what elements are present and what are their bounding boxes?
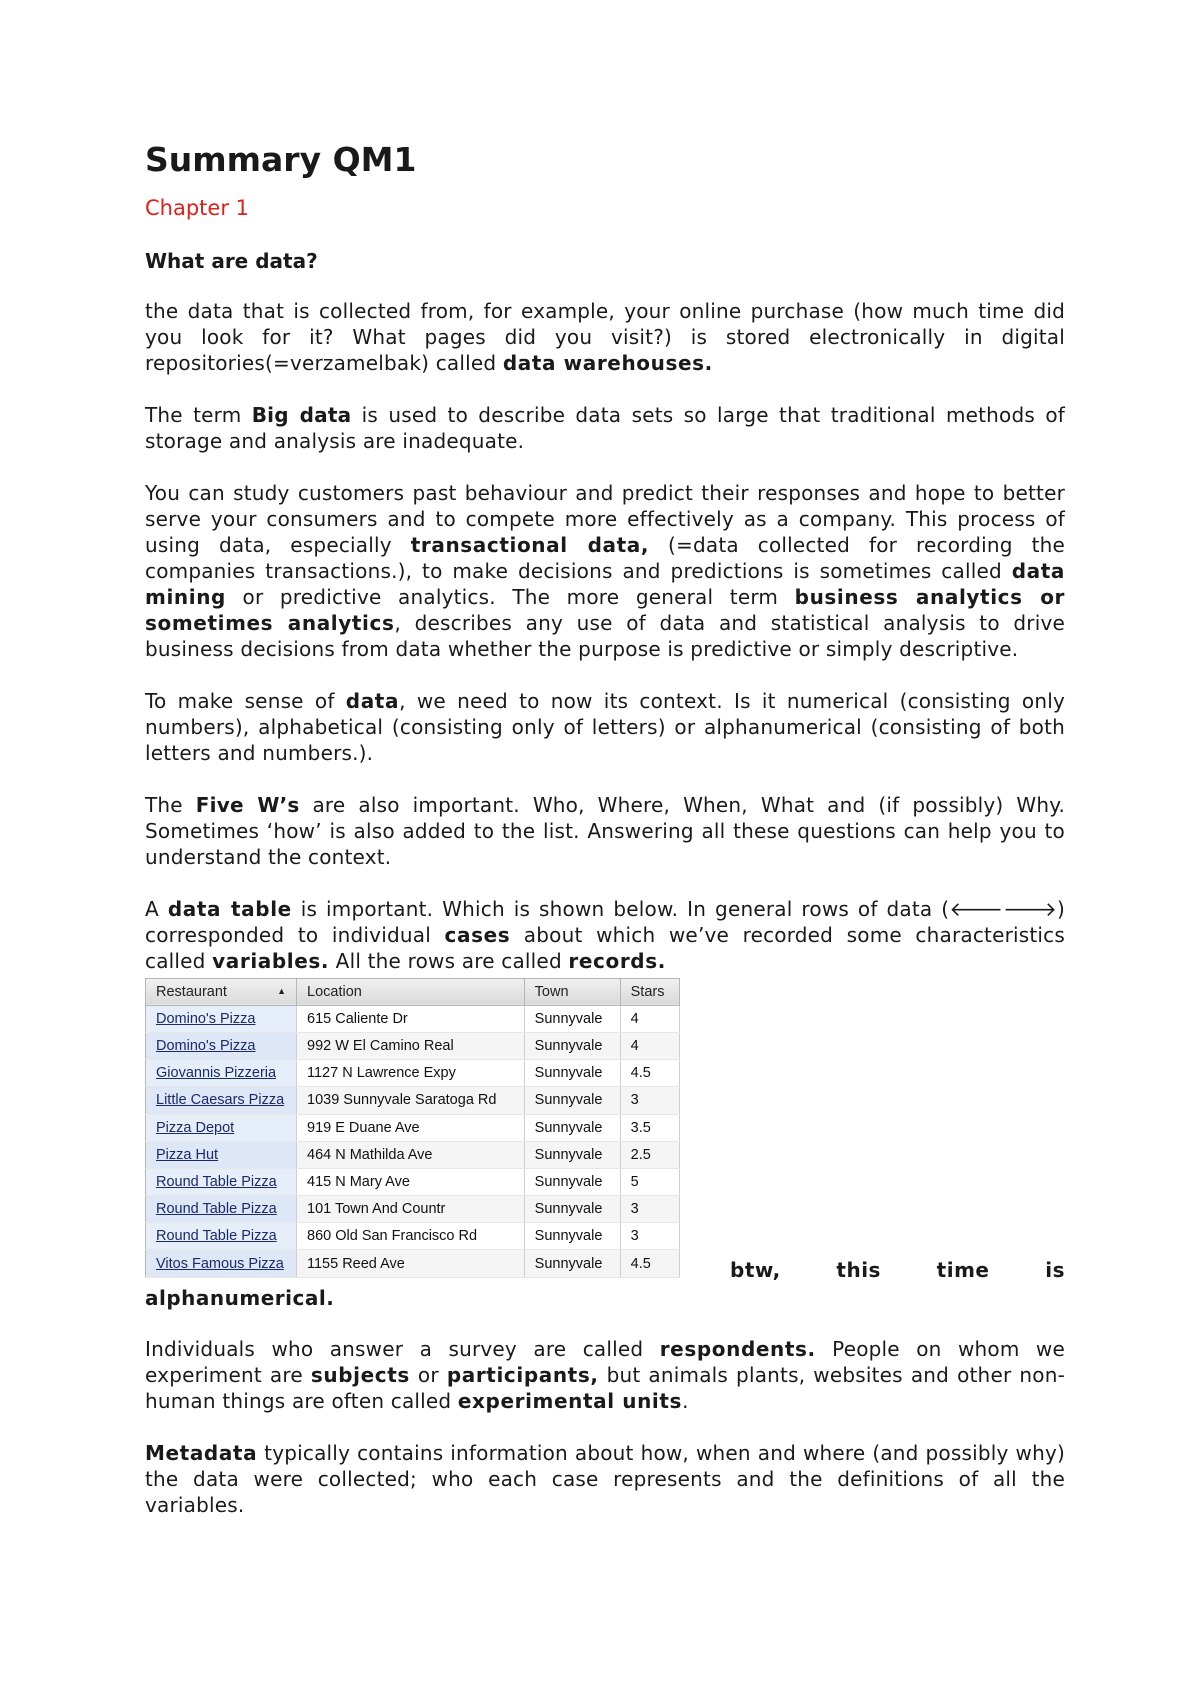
btw-continuation: alphanumerical.	[145, 1285, 335, 1310]
table-row	[146, 1005, 680, 1032]
cell-town: Sunnyvale	[524, 1141, 620, 1168]
cell-stars: 3	[620, 1196, 679, 1223]
cell-stars: 3.5	[620, 1114, 679, 1141]
table-row	[146, 1114, 680, 1141]
btw-line: btw, this time is	[730, 1257, 1065, 1282]
cell-stars: 3	[620, 1087, 679, 1114]
cell-stars: 4.5	[620, 1060, 679, 1087]
cell-location: 615 Caliente Dr	[297, 1005, 525, 1032]
term-metadata: Metadata	[145, 1440, 258, 1465]
section-heading: What are data?	[145, 248, 318, 273]
cell-location: 992 W El Camino Real	[297, 1032, 525, 1059]
document-content	[145, 140, 1065, 1544]
cell-location: 919 E Duane Ave	[297, 1114, 525, 1141]
paragraph-big-data: The term Big data is used to describe data sets so large that traditional methods of storage and analysis are inadequate.	[145, 402, 1065, 453]
cell-location: 464 N Mathilda Ave	[297, 1141, 525, 1168]
cell-restaurant[interactable]: Domino's Pizza	[146, 1032, 297, 1059]
chapter-heading: Chapter 1	[145, 195, 249, 220]
term-big-data: Big data	[251, 402, 352, 427]
cell-town: Sunnyvale	[524, 1087, 620, 1114]
paragraph-five-ws: The Five W’s are also important. Who, Where, When, What and (if possibly) Why. Sometimes ‘how’ is also added to the list. Answering all these questions can help you to understand the context.	[145, 792, 1066, 869]
cell-stars: 4	[620, 1005, 679, 1032]
table-row	[146, 1060, 680, 1087]
cell-stars: 2.5	[620, 1141, 679, 1168]
term-experimental-units: experimental units	[457, 1388, 683, 1413]
table-row	[146, 1141, 680, 1168]
term-transactional-data: transactional data,	[410, 532, 650, 557]
cell-town: Sunnyvale	[524, 1168, 620, 1195]
table-row	[146, 1223, 680, 1250]
cell-town: Sunnyvale	[524, 1060, 620, 1087]
column-header-restaurant[interactable]: Restaurant ▲	[146, 978, 297, 1005]
term-participants: participants,	[446, 1362, 599, 1387]
term-data-mining: data mining	[145, 558, 1065, 609]
cell-town: Sunnyvale	[524, 1223, 620, 1250]
cell-town: Sunnyvale	[524, 1114, 620, 1141]
term-subjects: subjects	[310, 1362, 410, 1387]
term-records: records.	[568, 948, 666, 973]
paragraph-data-table: A data table is important. Which is shown below. In general rows of data (🡐🡒) corresponded to individual cases about which we’ve recorded some characteristics called variables. All the rows are called records.	[145, 896, 1065, 973]
table-row	[146, 1168, 680, 1195]
table-row	[146, 1032, 680, 1059]
cell-stars: 4.5	[620, 1250, 679, 1277]
cell-town: Sunnyvale	[524, 1032, 620, 1059]
cell-location: 1039 Sunnyvale Saratoga Rd	[297, 1087, 525, 1114]
cell-town: Sunnyvale	[524, 1196, 620, 1223]
cell-restaurant[interactable]: Pizza Hut	[146, 1141, 297, 1168]
term-data: data	[345, 688, 400, 713]
page-title: Summary QM1	[145, 140, 417, 179]
cell-stars: 3	[620, 1223, 679, 1250]
term-variables: variables.	[212, 948, 330, 973]
cell-location: 1155 Reed Ave	[297, 1250, 525, 1277]
term-five-ws: Five W’s	[195, 792, 300, 817]
column-header-location[interactable]: Location	[297, 978, 525, 1005]
table-row	[146, 1087, 680, 1114]
term-respondents: respondents.	[659, 1336, 816, 1361]
data-table-figure	[145, 978, 1065, 1282]
term-cases: cases	[444, 922, 511, 947]
cell-restaurant[interactable]: Vitos Famous Pizza	[146, 1250, 297, 1277]
cell-stars: 5	[620, 1168, 679, 1195]
paragraph-metadata: Metadata typically contains information about how, when and where (and possibly why) the data were collected; who each case represents and the definitions of all the variables.	[145, 1440, 1065, 1517]
table-row	[146, 1250, 680, 1277]
paragraph-data-mining: You can study customers past behaviour and predict their responses and hope to better serve your consumers and to compete more effectively as a company. This process of using data, especially transactional data, (=data collected for recording the companies transactions.), to make decisions and predictions is sometimes called data mining or predictive analytics. The more general term business analytics or sometimes analytics, describes any use of data and statistical analysis to drive business decisions from data whether the purpose is predictive or simply descriptive.	[145, 480, 1065, 661]
sort-ascending-icon: ▲	[277, 985, 286, 996]
term-data-warehouses: data warehouses.	[502, 350, 713, 375]
cell-restaurant[interactable]: Pizza Depot	[146, 1114, 297, 1141]
paragraph-context: To make sense of data, we need to now its context. Is it numerical (consisting only numbers), alphabetical (consisting only of letters) or alphanumerical (consisting of both letters and numbers.).	[145, 688, 1065, 765]
cell-location: 860 Old San Francisco Rd	[297, 1223, 525, 1250]
cell-restaurant[interactable]: Little Caesars Pizza	[146, 1087, 297, 1114]
term-business-analytics: business analytics or sometimes analytics	[145, 584, 1065, 635]
restaurant-table	[145, 978, 680, 1278]
cell-location: 1127 N Lawrence Expy	[297, 1060, 525, 1087]
table-row	[146, 1196, 680, 1223]
cell-restaurant[interactable]: Round Table Pizza	[146, 1223, 297, 1250]
cell-town: Sunnyvale	[524, 1005, 620, 1032]
paragraph-data-warehouses: the data that is collected from, for example, your online purchase (how much time did you look for it? What pages did you visit?) is stored electronically in digital repositories(=verzamelbak) called data warehouses.	[145, 298, 1065, 375]
cell-stars: 4	[620, 1032, 679, 1059]
cell-restaurant[interactable]: Round Table Pizza	[146, 1196, 297, 1223]
cell-restaurant[interactable]: Round Table Pizza	[146, 1168, 297, 1195]
column-header-town[interactable]: Town	[524, 978, 620, 1005]
column-header-stars[interactable]: Stars	[620, 978, 679, 1005]
term-data-table: data table	[167, 896, 292, 921]
cell-restaurant[interactable]: Domino's Pizza	[146, 1005, 297, 1032]
cell-location: 415 N Mary Ave	[297, 1168, 525, 1195]
cell-location: 101 Town And Countr	[297, 1196, 525, 1223]
cell-restaurant[interactable]: Giovannis Pizzeria	[146, 1060, 297, 1087]
table-header-row	[146, 978, 680, 1005]
paragraph-respondents: Individuals who answer a survey are called respondents. People on whom we experiment are subjects or participants, but animals plants, websites and other non-human things are often called experimental units.	[145, 1336, 1066, 1413]
cell-town: Sunnyvale	[524, 1250, 620, 1277]
